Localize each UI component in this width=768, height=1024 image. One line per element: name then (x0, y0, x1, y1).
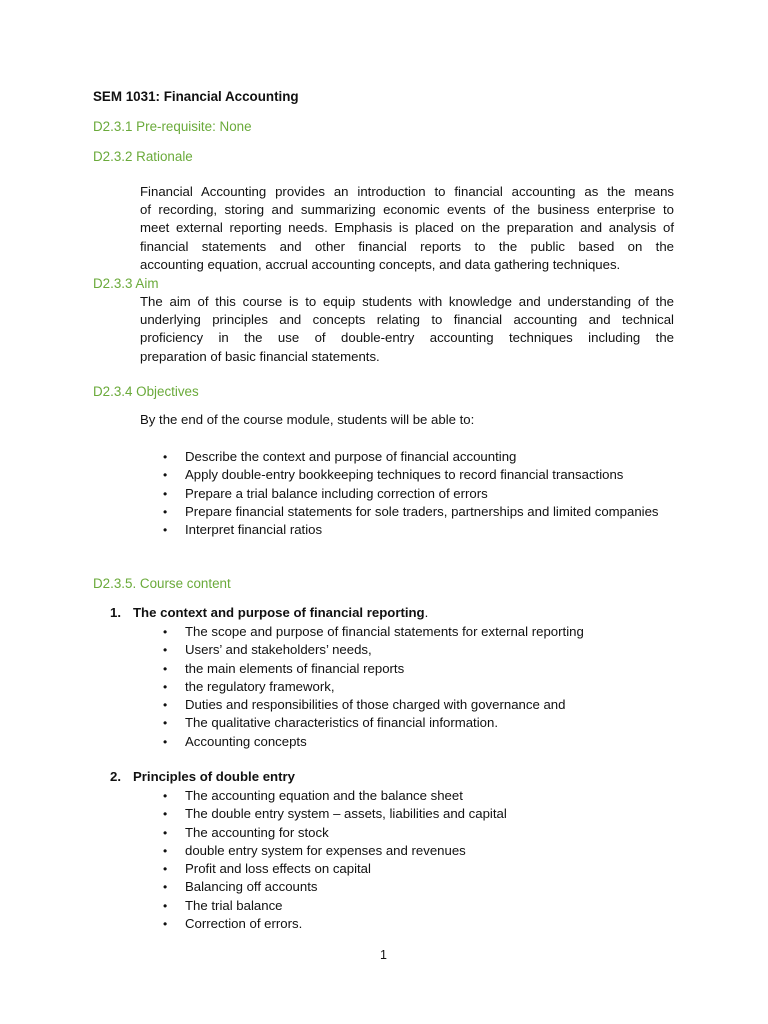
list-item (163, 623, 675, 641)
prerequisite-heading: D2.3.1 Pre-requisite: None (93, 119, 252, 134)
bullet-icon: • (163, 843, 168, 858)
rationale-line: accounting equation, accrual accounting concepts, and data gathering techniques. (140, 256, 621, 272)
topic-item-text: The double entry system – assets, liabilities and capital (185, 806, 507, 822)
topic-item-text: Duties and responsibilities of those charged with governance and (185, 697, 566, 713)
bullet-icon: • (163, 679, 168, 694)
topic-title-suffix: . (424, 605, 429, 620)
objective-text: Interpret financial ratios (185, 522, 323, 538)
rationale-line: meet external reporting needs. Emphasis is placed on the preparation and analysis of (140, 220, 674, 236)
list-item (163, 660, 675, 678)
rationale-line: of recording, storing and summarizing economic events of the business enterprise to (140, 202, 674, 218)
list-item (163, 842, 675, 860)
aim-heading: D2.3.3 Aim (93, 276, 159, 291)
topic-item-text: Users’ and stakeholders’ needs, (185, 642, 372, 658)
bullet-icon: • (163, 807, 168, 822)
objective-text: Prepare a trial balance including correction of errors (185, 485, 488, 501)
topic-item-text: the regulatory framework, (185, 678, 335, 694)
topic-1-list (163, 623, 675, 751)
list-item (163, 678, 675, 696)
bullet-icon: • (163, 523, 168, 538)
list-item (163, 824, 675, 842)
rationale-line: financial statements and other financial reports to the public based on the (140, 238, 674, 254)
list-item (163, 641, 675, 659)
list-item (163, 521, 675, 539)
list-item (163, 714, 675, 732)
topic-heading (110, 605, 428, 620)
aim-line: underlying principles and concepts relating to financial accounting and technical (140, 312, 674, 328)
rationale-heading: D2.3.2 Rationale (93, 149, 193, 164)
page-number: 1 (380, 948, 387, 962)
topic-item-text: The accounting equation and the balance sheet (185, 788, 463, 803)
list-item (163, 878, 675, 896)
list-item (163, 696, 675, 714)
bullet-icon: • (163, 625, 168, 639)
bullet-icon: • (163, 825, 168, 840)
list-item (163, 733, 675, 751)
topic-item-text: Profit and loss effects on capital (185, 861, 371, 877)
rationale-line: Financial Accounting provides an introduction to financial accounting as the means (140, 184, 674, 199)
bullet-icon: • (163, 734, 168, 749)
bullet-icon: • (163, 486, 168, 501)
topic-number: 2. (110, 769, 121, 784)
objectives-intro: By the end of the course module, students will be able to: (140, 412, 475, 427)
list-item (163, 915, 675, 933)
bullet-icon: • (163, 698, 168, 713)
bullet-icon: • (163, 789, 168, 803)
topic-item-text: double entry system for expenses and revenues (185, 842, 466, 858)
topic-item-text: The accounting for stock (185, 824, 329, 840)
topic-item-text: The trial balance (185, 897, 283, 913)
bullet-icon: • (163, 661, 168, 676)
topic-item-text: Accounting concepts (185, 733, 307, 749)
list-item (163, 805, 675, 823)
topic-item-text: The qualitative characteristics of financial information. (185, 715, 498, 731)
bullet-icon: • (163, 917, 168, 932)
objectives-list (163, 448, 675, 539)
objective-text: Describe the context and purpose of financial accounting (185, 449, 517, 464)
aim-paragraph (140, 293, 674, 366)
course-title: SEM 1031: Financial Accounting (93, 89, 299, 104)
list-item (163, 787, 675, 805)
topic-title: Principles of double entry (133, 769, 295, 784)
objectives-heading: D2.3.4 Objectives (93, 384, 199, 399)
list-item (163, 485, 675, 503)
rationale-paragraph (140, 183, 674, 274)
aim-line: preparation of basic financial statements. (140, 348, 380, 364)
topic-heading (110, 769, 295, 784)
topic-number: 1. (110, 605, 121, 620)
course-content-heading: D2.3.5. Course content (93, 576, 231, 591)
bullet-icon: • (163, 862, 168, 877)
aim-line: The aim of this course is to equip students with knowledge and understanding of the (140, 294, 674, 309)
bullet-icon: • (163, 880, 168, 895)
topic-item-text: the main elements of financial reports (185, 660, 405, 676)
list-item (163, 897, 675, 915)
list-item (163, 448, 675, 466)
topic-item-text: Balancing off accounts (185, 879, 318, 895)
list-item (163, 860, 675, 878)
bullet-icon: • (163, 450, 168, 464)
bullet-icon: • (163, 716, 168, 731)
list-item (163, 503, 675, 521)
objective-text: Apply double-entry bookkeeping techniques to record financial transactions (185, 467, 624, 483)
topic-item-text: The scope and purpose of financial statements for external reporting (185, 624, 584, 639)
bullet-icon: • (163, 643, 168, 658)
bullet-icon: • (163, 504, 168, 519)
aim-line: proficiency in the use of double-entry accounting techniques including the (140, 330, 674, 346)
list-item (163, 466, 675, 484)
objective-text: Prepare financial statements for sole traders, partnerships and limited companies (185, 503, 659, 519)
topic-2-list (163, 787, 675, 933)
topic-item-text: Correction of errors. (185, 916, 303, 932)
topic-title: The context and purpose of financial reporting (133, 605, 425, 620)
bullet-icon: • (163, 898, 168, 913)
bullet-icon: • (163, 468, 168, 483)
